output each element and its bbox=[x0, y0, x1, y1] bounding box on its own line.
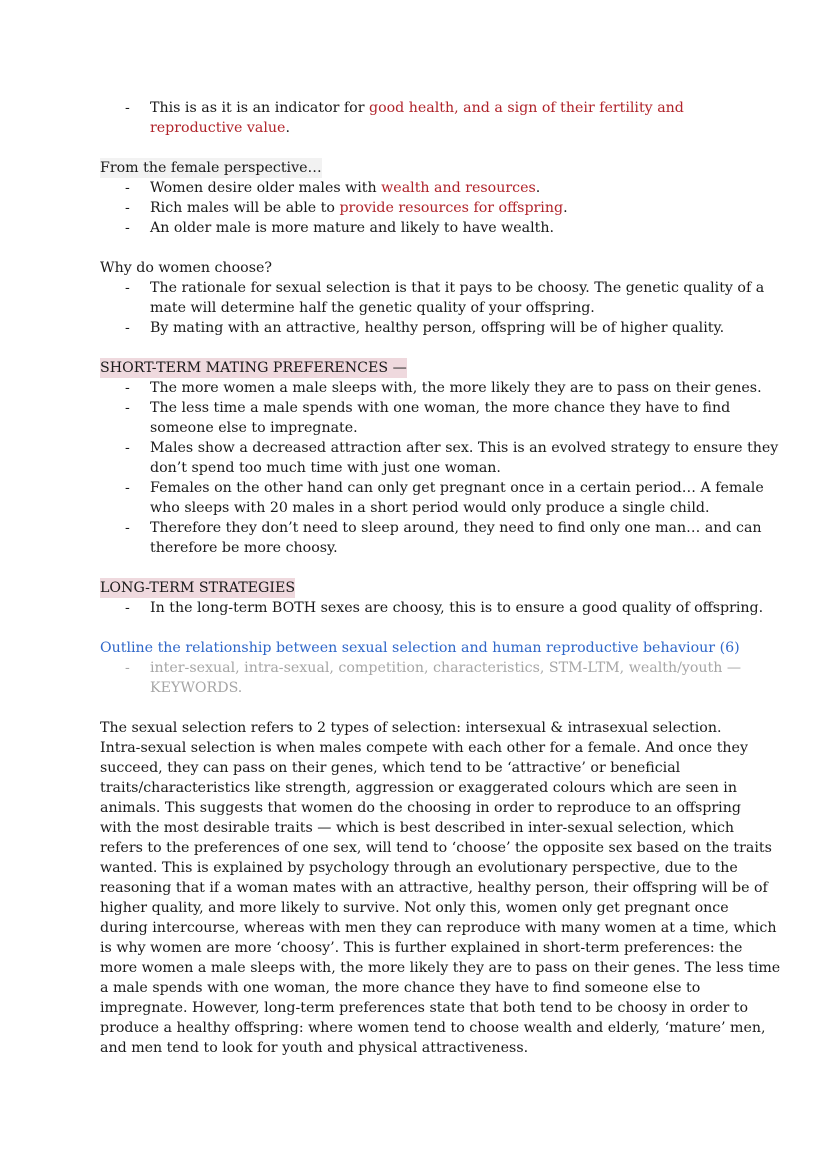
text-span: who sleeps with 20 males in a short period would only produce a single child. bbox=[150, 500, 710, 516]
paragraph-line: during intercourse, whereas with men they can reproduce with many women at a time, which bbox=[100, 920, 777, 936]
list-item bbox=[100, 658, 740, 698]
text-line bbox=[150, 318, 740, 338]
paragraph-line: refers to the preferences of one sex, will tend to ‘choose’ the opposite sex based on the traits bbox=[100, 840, 772, 856]
section-heading: LONG-TERM STRATEGIES bbox=[100, 580, 296, 596]
paragraph-line: wanted. This is explained by psychology through an evolutionary perspective, due to the bbox=[100, 860, 738, 876]
bullet-dash: - bbox=[125, 180, 130, 196]
list-item bbox=[100, 438, 779, 478]
text-line bbox=[150, 118, 740, 138]
text-span: In the long-term BOTH sexes are choosy, this is to ensure a good quality of offspring. bbox=[150, 600, 764, 616]
text-span: . bbox=[563, 200, 568, 216]
text-line bbox=[150, 518, 762, 538]
text-span: mate will determine half the genetic quality of your offspring. bbox=[150, 300, 595, 316]
paragraph-line: produce a healthy offspring: where women tend to choose wealth and elderly, ‘mature’ men, bbox=[100, 1020, 766, 1036]
bullet-dash: - bbox=[125, 320, 130, 336]
bullet-dash: - bbox=[125, 600, 130, 616]
spacer bbox=[100, 238, 740, 258]
paragraph-line: and men tend to look for youth and physical attractiveness. bbox=[100, 1040, 529, 1056]
heading-line bbox=[100, 358, 740, 378]
paragraph-line: higher quality, and more likely to survive. Not only this, women only get pregnant once bbox=[100, 900, 729, 916]
text-line bbox=[150, 678, 740, 698]
text-line bbox=[150, 178, 740, 198]
section-heading: Why do women choose? bbox=[100, 260, 273, 276]
section-heading: SHORT-TERM MATING PREFERENCES — bbox=[100, 360, 407, 376]
text-span: The more women a male sleeps with, the more likely they are to pass on their genes. bbox=[150, 380, 762, 396]
text-line bbox=[150, 498, 740, 518]
text-span: . bbox=[285, 120, 290, 136]
text-span: someone else to impregnate. bbox=[150, 420, 358, 436]
section-heading: From the female perspective… bbox=[100, 160, 322, 176]
list-item bbox=[100, 478, 764, 518]
paragraph-line: reasoning that if a woman mates with an attractive, healthy person, their offspring will be of bbox=[100, 880, 768, 896]
text-line bbox=[150, 198, 740, 218]
bullet-dash: - bbox=[125, 400, 130, 416]
spacer bbox=[100, 558, 740, 578]
text-span: This is as it is an indicator for bbox=[150, 100, 370, 116]
list-item bbox=[100, 198, 740, 218]
text-span: therefore be more choosy. bbox=[150, 540, 338, 556]
bullet-dash: - bbox=[125, 440, 130, 456]
text-span: Rich males will be able to bbox=[150, 200, 340, 216]
heading-line bbox=[100, 158, 740, 178]
bullet-dash: - bbox=[125, 280, 130, 296]
text-span: Women desire older males with bbox=[150, 180, 382, 196]
text-line bbox=[150, 658, 740, 678]
text-span: don’t spend too much time with just one woman. bbox=[150, 460, 501, 476]
paragraph-line: Intra-sexual selection is when males compete with each other for a female. And once they bbox=[100, 740, 748, 756]
text-line bbox=[150, 298, 740, 318]
list-item bbox=[100, 98, 740, 138]
text-line bbox=[150, 538, 740, 558]
bullet-dash: - bbox=[125, 480, 130, 496]
text-span: Females on the other hand can only get pregnant once in a certain period… A female bbox=[150, 480, 764, 496]
spacer bbox=[100, 698, 740, 718]
text-span: . bbox=[535, 180, 541, 196]
paragraph-line: with the most desirable traits — which is best described in inter-sexual selection, which bbox=[100, 820, 735, 836]
highlighted-text: good health, and a sign of their fertility and bbox=[369, 100, 684, 116]
text-line bbox=[150, 398, 740, 418]
list-item bbox=[100, 278, 765, 318]
bullet-dash: - bbox=[125, 100, 130, 116]
text-line bbox=[150, 278, 765, 298]
highlighted-text: reproductive value bbox=[150, 120, 286, 136]
list-item bbox=[100, 218, 740, 238]
text-span: Males show a decreased attraction after sex. This is an evolved strategy to ensure they bbox=[150, 440, 779, 456]
document-body bbox=[100, 98, 781, 1058]
list-item bbox=[100, 598, 764, 618]
highlighted-text: provide resources for offspring bbox=[339, 200, 564, 216]
text-line bbox=[150, 218, 740, 238]
bullet-dash: - bbox=[125, 660, 130, 676]
text-span: inter-sexual, intra-sexual, competition, characteristics, STM-LTM, wealth/youth — bbox=[150, 660, 742, 676]
paragraph-line: traits/characteristics like strength, aggression or exaggerated colours which are seen in bbox=[100, 780, 737, 796]
paragraph-line: The sexual selection refers to 2 types of selection: intersexual & intrasexual selection. bbox=[100, 720, 722, 736]
text-line bbox=[150, 378, 762, 398]
text-line bbox=[150, 98, 740, 118]
text-span: An older male is more mature and likely to have wealth. bbox=[150, 220, 555, 236]
highlighted-text: wealth and resources bbox=[381, 180, 536, 196]
text-span: The less time a male spends with one woman, the more chance they have to find bbox=[150, 400, 731, 416]
paragraph-line: succeed, they can pass on their genes, which tend to be ‘attractive’ or beneficial bbox=[100, 760, 681, 776]
paragraph-line: is why women are more ‘choosy’. This is further explained in short-term preferences: the bbox=[100, 940, 743, 956]
spacer bbox=[100, 618, 740, 638]
list-item bbox=[100, 178, 740, 198]
bullet-dash: - bbox=[125, 380, 130, 396]
spacer bbox=[100, 338, 740, 358]
text-span: The rationale for sexual selection is that it pays to be choosy. The genetic quality of a bbox=[150, 280, 765, 296]
bullet-dash: - bbox=[125, 200, 130, 216]
heading-line bbox=[100, 578, 740, 598]
text-span: KEYWORDS. bbox=[150, 680, 243, 696]
text-line bbox=[150, 458, 740, 478]
heading-line bbox=[100, 638, 740, 658]
section-heading: Outline the relationship between sexual selection and human reproductive behaviour (6) bbox=[100, 640, 740, 656]
answer-paragraph bbox=[100, 718, 781, 1058]
text-line bbox=[150, 418, 740, 438]
paragraph-line: a male spends with one woman, the more chance they have to find someone else to bbox=[100, 980, 701, 996]
bullet-dash: - bbox=[125, 220, 130, 236]
paragraph-line: impregnate. However, long-term preferences state that both tend to be choosy in order to bbox=[100, 1000, 749, 1016]
text-span: Therefore they don’t need to sleep around, they need to find only one man… and can bbox=[150, 520, 762, 536]
heading-line bbox=[100, 258, 740, 278]
list-item bbox=[100, 378, 762, 398]
text-line bbox=[150, 598, 764, 618]
list-item bbox=[100, 318, 740, 338]
spacer bbox=[100, 138, 740, 158]
text-line bbox=[150, 438, 779, 458]
text-span: By mating with an attractive, healthy person, offspring will be of higher quality. bbox=[150, 320, 725, 336]
paragraph-line: animals. This suggests that women do the choosing in order to reproduce to an offspring bbox=[100, 800, 741, 816]
list-item bbox=[100, 518, 762, 558]
text-line bbox=[150, 478, 764, 498]
list-item bbox=[100, 398, 740, 438]
bullet-dash: - bbox=[125, 520, 130, 536]
paragraph-line: more women a male sleeps with, the more likely they are to pass on their genes. The less time bbox=[100, 960, 781, 976]
